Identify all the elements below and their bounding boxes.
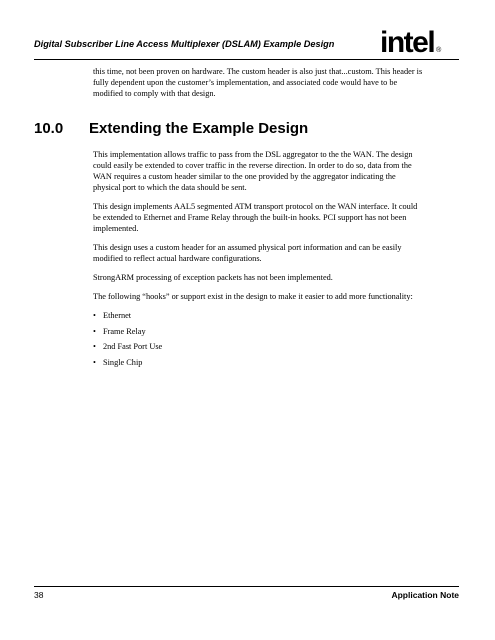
- registered-mark: ®: [436, 47, 442, 54]
- paragraph-line: This implementation allows traffic to pass from the DSL aggregator to the the WAN. The design: [93, 150, 413, 159]
- paragraph-line: WAN requires a custom header similar to the one provided by the aggregator indicating the: [93, 172, 396, 181]
- paragraph-line: physical port to which the data should be sent.: [93, 183, 247, 192]
- list-item: [93, 341, 461, 352]
- list-item-label: 2nd Fast Port Use: [103, 342, 163, 351]
- paragraph-line: could easily be extended to cover traffic in the reverse direction. In order to do so, data from the: [93, 161, 412, 170]
- paragraph-aal5: [93, 201, 461, 234]
- intel-logo: [380, 28, 441, 58]
- paragraph-line: This design implements AAL5 segmented ATM transport protocol on the WAN interface. It could: [93, 202, 418, 211]
- paragraph-line: StrongARM processing of exception packets has not been implemented.: [93, 273, 333, 282]
- intro-line-text: modified to comply with that design.: [93, 89, 216, 98]
- list-item-label: Ethernet: [103, 311, 132, 320]
- list-item-label: Frame Relay: [103, 326, 146, 336]
- header-divider: [34, 59, 459, 60]
- paragraph-traffic: [93, 149, 461, 193]
- paragraph-hooks: [93, 291, 461, 302]
- paragraph-line: modified to reflect actual hardware configurations.: [93, 254, 262, 263]
- paragraph-strongarm: [93, 272, 461, 283]
- section-body: [93, 149, 461, 372]
- paragraph-line: The following “hooks” or support exist in the design to make it easier to add more functionality:: [93, 292, 413, 301]
- running-header-title: Digital Subscriber Line Access Multiplexer (DSLAM) Example Design: [34, 39, 335, 49]
- logo-wordmark: intel: [380, 26, 435, 59]
- intro-line: [93, 66, 461, 99]
- list-item: [93, 310, 461, 321]
- section-heading: [34, 120, 308, 137]
- hooks-list: [93, 310, 461, 368]
- intro-paragraph: [93, 66, 461, 99]
- section-number: 10.0: [34, 120, 64, 137]
- intro-line-text: this time, not been proven on hardware. The custom header is also just that...custom. This header is: [93, 67, 423, 76]
- bullet-icon: •: [93, 311, 96, 320]
- footer-divider: [34, 586, 459, 587]
- bullet-icon: •: [93, 357, 96, 367]
- intro-line-text: fully dependent upon the customer’s implementation, and associated code would have to be: [93, 78, 398, 87]
- paragraph-line: be extended to Ethernet and Frame Relay through the built-in hooks. PCI support has not been: [93, 213, 407, 222]
- list-item: [93, 357, 461, 368]
- section-title: Extending the Example Design: [89, 120, 309, 137]
- list-item-label: Single Chip: [103, 357, 143, 367]
- document-type: Application Note: [391, 590, 459, 600]
- paragraph-line: implemented.: [93, 224, 139, 233]
- paragraph-line: This design uses a custom header for an assumed physical port information and can be easily: [93, 243, 402, 252]
- list-item: [93, 326, 461, 337]
- bullet-icon: •: [93, 326, 96, 336]
- paragraph-custom-header: [93, 242, 461, 264]
- bullet-icon: •: [93, 342, 96, 351]
- page-number: 38: [34, 590, 44, 600]
